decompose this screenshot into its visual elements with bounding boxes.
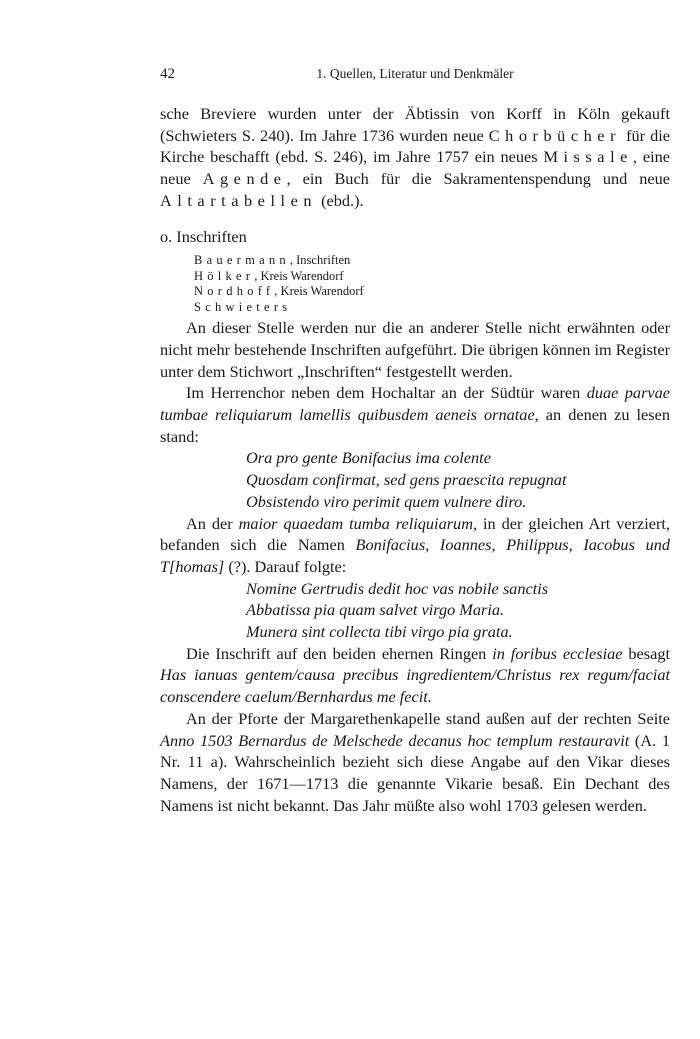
verse-line: Obsistendo viro perimit quem vulnere diro. xyxy=(246,491,527,511)
bibliography-title: , Inschriften xyxy=(289,253,351,268)
spaced-term: Altartabellen xyxy=(160,190,318,210)
verse-inscription-1 xyxy=(160,447,670,512)
text-run: An der xyxy=(186,513,239,533)
latin-quote: in foribus ecclesiae xyxy=(492,643,623,663)
paragraph-rings xyxy=(160,643,670,708)
paragraph-maior-tumba xyxy=(160,513,670,578)
text-run: (A. 1 Nr. 11 a). Wahrscheinlich bezieht sich diese Angabe auf den Vikar dieses Namens, der 1671—1713 die genannte Vikarie besaß. Ein Dechant des Namens ist nicht bekannt. Das Jahr müßte also wohl 1703 gelesen werden. xyxy=(160,730,670,815)
spaced-term: Chorbücher xyxy=(488,125,622,145)
text-run: An der Pforte der Margarethenkapelle stand außen auf der rechten Seite xyxy=(186,708,670,728)
text-run: , ein Buch für die Sakramentenspendung und neue xyxy=(286,169,670,189)
text-run: (ebd.). xyxy=(317,190,364,210)
bibliography-entry xyxy=(194,300,670,316)
text-run: (?). Darauf folgte: xyxy=(224,556,347,576)
page-header xyxy=(160,66,670,86)
latin-quote: maior quaedam tumba reliquiarum, xyxy=(238,513,478,533)
verse-inscription-2 xyxy=(160,578,670,643)
text-run: , eine neue xyxy=(160,147,670,189)
text-run: an denen zu lesen stand: xyxy=(160,405,670,446)
page-body xyxy=(160,103,670,816)
latin-inscription: Has ianuas gentem/causa precibus ingredientem/Christus rex regum/faciat conscendere caelum/Bernhardus me fecit. xyxy=(160,665,670,707)
bibliography-title: , Kreis Warendorf xyxy=(254,268,344,283)
latin-inscription: Anno 1503 Bernardus de Melschede decanus hoc templum restauravit xyxy=(160,730,630,750)
verse-line: Ora pro gente Bonifacius ima colente xyxy=(246,448,491,468)
text-run: für die Kirche beschafft (ebd. S. 246), im Jahre 1757 ein neues xyxy=(160,125,670,167)
bibliography-entry xyxy=(194,269,670,285)
bibliography-list xyxy=(194,253,670,315)
paragraph-intro: An dieser Stelle werden nur die an anderer Stelle nicht erwähnten oder nicht mehr bestehende Inschriften aufgeführt. Die übrigen können im Register unter dem Stichwort „Inschriften“ festgestellt werden. xyxy=(160,318,670,381)
text-run: besagt xyxy=(622,643,670,663)
text-run: in der gleichen Art verziert, befanden sich die Namen xyxy=(160,513,670,555)
latin-names: Bonifacius, Ioannes, Philippus, Iacobus und T[homas] xyxy=(160,535,671,576)
running-title: 1. Quellen, Literatur und Denkmäler xyxy=(316,66,514,81)
bibliography-entry xyxy=(194,253,670,269)
text-run: Die Inschrift auf den beiden ehernen Ringen xyxy=(186,643,493,663)
bibliography-title: , Kreis Warendorf xyxy=(274,284,364,299)
bibliography-author: Hölker xyxy=(194,268,255,283)
verse-line: Nomine Gertrudis dedit hoc vas nobile sanctis xyxy=(246,578,549,598)
bibliography-author: Nordhoff xyxy=(194,284,275,299)
latin-quote: duae parvae tumbae reliquiarum lamellis quibusdem aeneis ornatae, xyxy=(160,383,670,425)
bibliography-entry xyxy=(194,284,670,300)
verse-line: Munera sint collecta tibi virgo pia grata. xyxy=(246,622,513,642)
bibliography-author: Schwieters xyxy=(194,299,292,314)
bibliography-author: Bauermann xyxy=(194,253,290,268)
text-run: Im Herrenchor neben dem Hochaltar an der Südtür waren xyxy=(186,383,587,403)
text-run: sche Breviere wurden unter der Äbtissin von Korff in Köln gekauft (Schwieters S. 240). Im Jahre 1736 wurden neue xyxy=(160,104,670,145)
paragraph-liturgical-books xyxy=(160,103,670,212)
page-number: 42 xyxy=(160,66,175,82)
section-heading: o. Inschriften xyxy=(160,226,247,246)
paragraph-herrenchor xyxy=(160,382,670,447)
verse-line: Abbatissa pia quam salvet virgo Maria. xyxy=(246,600,505,620)
paragraph-margarethenkapelle xyxy=(160,708,670,817)
verse-line: Quosdam confirmat, sed gens praescita repugnat xyxy=(246,470,567,490)
spaced-term: Missale xyxy=(543,147,633,167)
spaced-term: Agende xyxy=(202,169,287,189)
